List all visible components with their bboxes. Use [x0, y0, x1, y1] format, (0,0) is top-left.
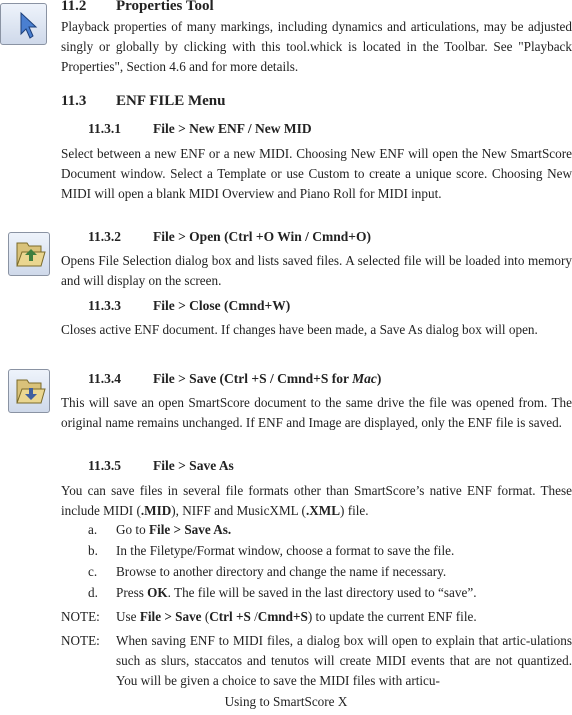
subsection-body-11-3-5 [61, 481, 572, 521]
subsection-number: 11.3.5 [88, 458, 122, 473]
section-number: 11.2 [61, 0, 87, 14]
subsection-body-11-3-3: Closes active ENF document. If changes have been made, a Save As dialog box will open. [61, 322, 538, 337]
list-letter: a. [88, 522, 98, 537]
list-text [116, 562, 446, 582]
subsection-heading-11-3-1 [88, 119, 312, 139]
list-text-post: . The file will be saved in the last directory used to “save”. [167, 585, 477, 600]
section-heading-11-3 [61, 92, 225, 112]
section-heading-11-2 [61, 0, 214, 17]
body-xml-ext: .XML [305, 502, 341, 518]
body-part-1: You can save files in several file formats other than SmartScore’s native ENF format. These include MIDI ( [61, 483, 572, 518]
subsection-number: 11.3.2 [88, 229, 122, 244]
note-text-bold: File > Save [139, 609, 202, 624]
list-text-pre: Browse to another directory and change the name if necessary. [116, 564, 447, 579]
note-text-part: ) to update the current ENF file. [307, 609, 477, 624]
list-letter: d. [88, 585, 98, 600]
subsection-number: 11.3.3 [88, 298, 122, 313]
subsection-body-11-3-4: This will save an open SmartScore document to the same drive the file was opened from. The original name remains unchanged. If ENF and Image are displayed, only the ENF file is saved. [61, 395, 572, 430]
note-text-part: ( [201, 609, 210, 624]
body-part-2: ), NIFF and MusicXML ( [171, 502, 306, 518]
subsection-heading-11-3-2 [88, 227, 371, 247]
page-footer: Using to SmartScore X [224, 694, 348, 709]
list-text [116, 583, 477, 603]
section-number: 11.3 [61, 93, 87, 109]
subsection-body-11-3-2: Opens File Selection dialog box and lists saved files. A selected file will be loaded into memory and will display on the screen. [61, 253, 572, 288]
list-letter: c. [88, 564, 98, 579]
note-text: When saving ENF to MIDI files, a dialog box will open to explain that artic-ulations such as slurs, staccatos and tenutos will create MIDI events that are not quantized. You will be given a choice to save the MIDI files with articu- [116, 633, 572, 688]
list-text-pre: Go to [116, 522, 149, 537]
subsection-title: File > Save As [153, 458, 234, 473]
body-part-3: ) file. [340, 502, 369, 518]
body-mid-ext: .MID [140, 502, 172, 518]
list-letter: b. [88, 543, 98, 558]
subsection-title: File > Open (Ctrl +O Win / Cmnd+O) [153, 229, 371, 244]
list-text-bold: File > Save As. [148, 522, 232, 537]
note-text-bold: Ctrl +S [209, 609, 251, 624]
open-folder-icon [8, 232, 50, 276]
note-label: NOTE: [61, 609, 100, 624]
properties-arrow-icon [0, 3, 47, 45]
note-text-part: / [250, 609, 258, 624]
section-title: ENF FILE Menu [116, 93, 226, 109]
list-text [116, 541, 454, 561]
subsection-title: File > New ENF / New MID [153, 121, 312, 136]
section-body-11-2: Playback properties of many markings, including dynamics and articulations, may be adjusted singly or globally by clicking with this tool.whick is located in the Toolbar. See "Playback Properties", Section 4.6 and for more details. [61, 19, 572, 74]
subsection-title-mac: Mac [352, 371, 377, 386]
list-text-pre: Press [116, 585, 148, 600]
note-text-bold: Cmnd+S [257, 609, 308, 624]
subsection-title-a: File > Save (Ctrl +S / Cmnd+S for [153, 371, 353, 386]
subsection-heading-11-3-4 [88, 369, 381, 389]
note-text [116, 607, 572, 627]
subsection-number: 11.3.1 [88, 121, 122, 136]
save-folder-icon [8, 369, 50, 413]
section-title: Properties Tool [116, 0, 214, 14]
subsection-body-11-3-1: Select between a new ENF or a new MIDI. Choosing New ENF will open the New SmartScore Document window. Select a Template or use Custom to create a unique score. Choosing New MIDI will open a blank MIDI Overview and Piano Roll for MIDI input. [61, 146, 572, 201]
subsection-heading-11-3-5 [88, 456, 234, 476]
list-text [116, 520, 231, 540]
subsection-title-c: ) [376, 371, 382, 386]
subsection-number: 11.3.4 [88, 371, 122, 386]
list-text-pre: In the Filetype/Format window, choose a format to save the file. [116, 543, 455, 558]
subsection-heading-11-3-3 [88, 296, 290, 316]
note-text-part: Use [116, 609, 140, 624]
note-label: NOTE: [61, 633, 100, 648]
list-text-bold: OK [147, 585, 168, 600]
subsection-title: File > Close (Cmnd+W) [153, 298, 291, 313]
